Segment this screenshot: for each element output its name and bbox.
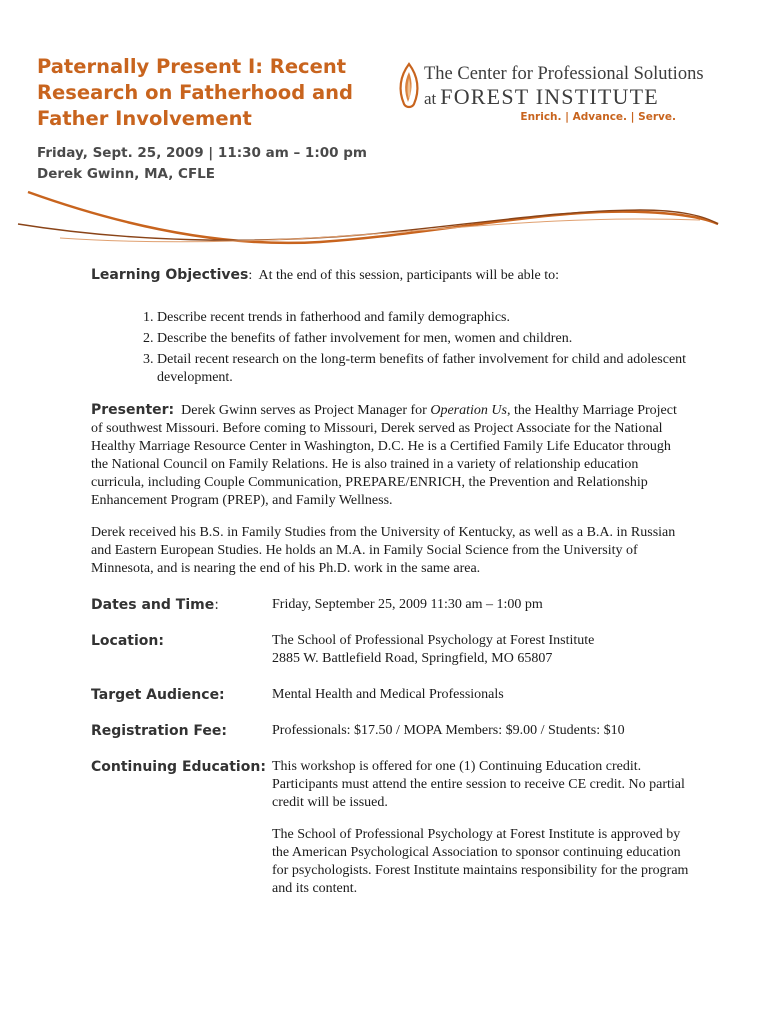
dates-label: Dates and Time:	[91, 597, 219, 613]
logo-center-name: The Center for Professional Solutions	[424, 64, 704, 84]
event-details	[91, 596, 691, 912]
location-value	[272, 632, 691, 668]
logo-institute-name	[424, 84, 659, 110]
event-subheader	[37, 143, 367, 185]
learning-objectives-label: Learning Objectives	[91, 267, 249, 283]
audience-value: Mental Health and Medical Professionals	[272, 687, 504, 702]
audience-row	[91, 686, 691, 704]
location-line-2: 2885 W. Battlefield Road, Springfield, MO 65807	[272, 651, 553, 666]
logo-tagline: Enrich. | Advance. | Serve.	[520, 111, 676, 123]
logo-forest-institute: FOREST INSTITUTE	[440, 84, 659, 109]
fee-label: Registration Fee:	[91, 723, 228, 739]
title-line-1: Paternally Present I: Recent	[37, 55, 347, 78]
ce-approval-text: The School of Professional Psychology at Forest Institute is approved by the American Psychological Association to sponsor continuing education for psychologists. Forest Institute maintains responsibility for the program and its content.	[272, 827, 689, 896]
ce-value	[272, 758, 691, 912]
dates-value: Friday, September 25, 2009 11:30 am – 1:00 pm	[272, 597, 543, 612]
presenter-bio-start: Derek Gwinn serves as Project Manager for	[181, 403, 431, 418]
location-line-1: The School of Professional Psychology at Forest Institute	[272, 633, 595, 648]
presenter-bio-rest: , the Healthy Marriage Project of southwest Missouri. Before coming to Missouri, Derek served as Project Associate for the National Healthy Marriage Resource Center in Washington, D.C. He is a Certified Family Life Educator through the National Council on Family Relations. He is also trained in a variety of relationship education curricula, including Couple Communication, PREPARE/ENRICH, the Prevention and Relationship Enhancement Program (PREP), and Family Wellness.	[91, 403, 677, 508]
page-title	[37, 54, 377, 132]
objective-item: 2. Describe the benefits of father involvement for men, women and children.	[157, 330, 691, 348]
fee-row	[91, 722, 691, 740]
event-date-time: Friday, Sept. 25, 2009 | 11:30 am – 1:00 pm	[37, 145, 367, 161]
objective-item: 1. Describe recent trends in fatherhood and family demographics.	[157, 309, 691, 327]
forest-institute-logo	[396, 60, 704, 130]
presenter-label: Presenter:	[91, 402, 175, 418]
title-line-2: Research on Fatherhood and	[37, 81, 353, 104]
location-row	[91, 632, 691, 668]
dates-row	[91, 596, 691, 614]
presenter-bio	[91, 401, 691, 510]
decorative-swoosh	[0, 180, 770, 260]
flame-icon	[396, 62, 422, 110]
fee-value: Professionals: $17.50 / MOPA Members: $9.00 / Students: $10	[272, 723, 625, 738]
main-content	[91, 266, 691, 930]
objective-item: 3. Detail recent research on the long-term benefits of father involvement for child and adolescent development.	[157, 351, 691, 387]
learning-objectives-intro: Learning Objectives: At the end of this session, participants will be able to:	[91, 267, 560, 283]
audience-label: Target Audience:	[91, 687, 225, 703]
location-label: Location:	[91, 633, 164, 649]
ce-row	[91, 758, 691, 912]
ce-label: Continuing Education:	[91, 759, 266, 775]
program-name: Operation Us	[430, 403, 507, 418]
objectives-list	[91, 309, 691, 387]
event-presenter: Derek Gwinn, MA, CFLE	[37, 166, 215, 182]
title-line-3: Father Involvement	[37, 107, 252, 130]
presenter-education: Derek received his B.S. in Family Studies from the University of Kentucky, as well as a B.A. in Russian and Eastern European Studies. He holds an M.A. in Family Social Science from the University of Minnesota, and is nearing the end of his Ph.D. work in the same area.	[91, 525, 676, 576]
learning-objectives-intro-text: At the end of this session, participants will be able to:	[258, 268, 560, 283]
ce-credit-text: This workshop is offered for one (1) Continuing Education credit. Participants must attend the entire session to receive CE credit. No partial credit will be issued.	[272, 759, 685, 810]
logo-at: at	[424, 89, 437, 108]
